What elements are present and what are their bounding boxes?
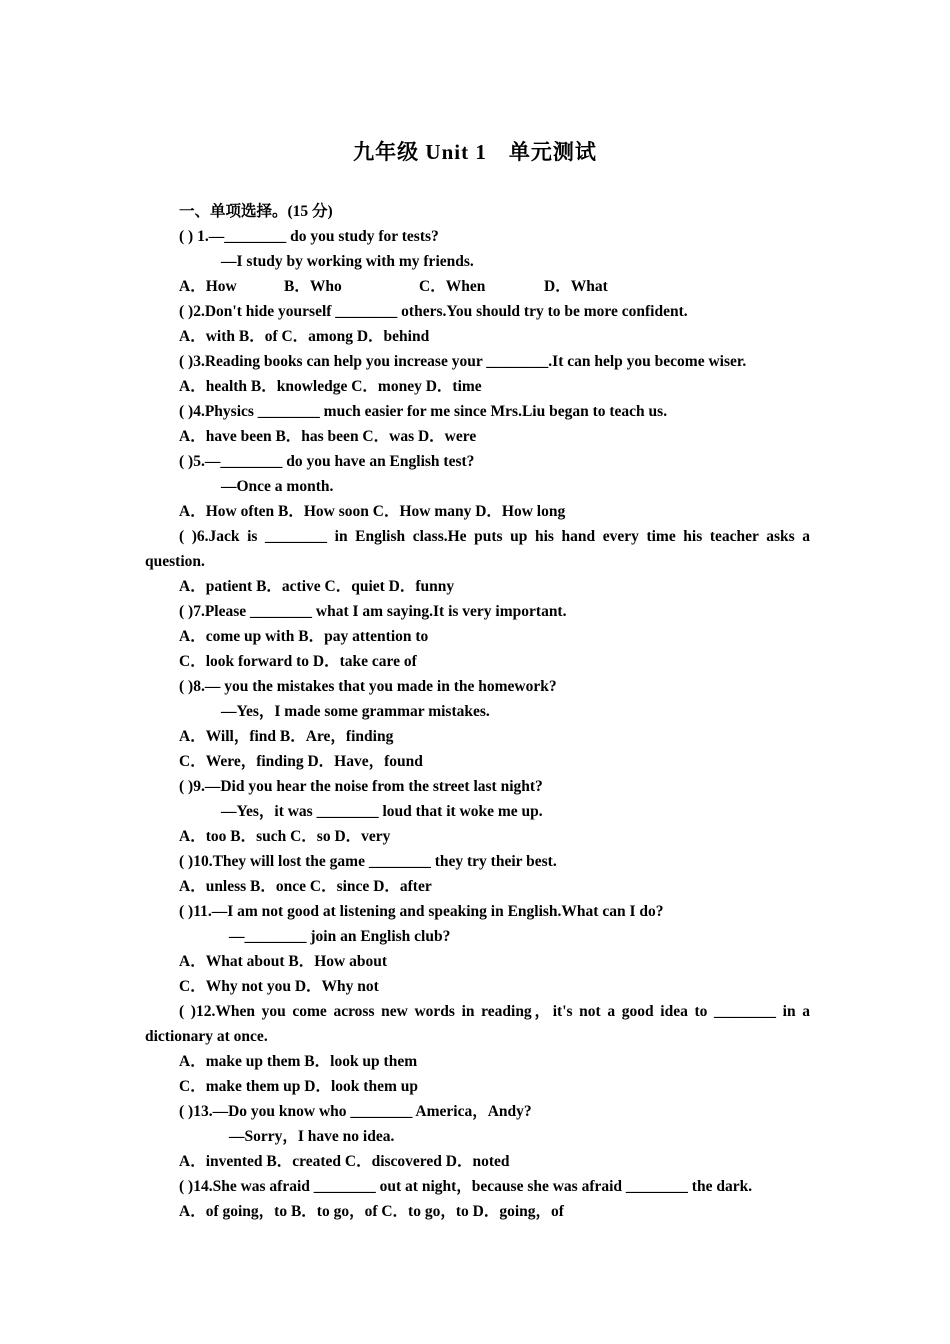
question-13-stem: ( )13.—Do you know who ________ America，Andy?	[179, 1103, 532, 1120]
question-1-reply: —I study by working with my friends.	[221, 253, 474, 270]
section-heading: 一、单项选择。(15 分)	[179, 203, 333, 220]
question-14-stem: ( )14.She was afraid ________ out at night，because she was afraid ________ the dark.	[179, 1178, 753, 1195]
question-1-option-c: C．When	[419, 278, 486, 295]
question-1-option-a: A．How	[179, 278, 237, 295]
question-13-reply: —Sorry，I have no idea.	[229, 1128, 395, 1145]
question-1-stem: ( ) 1.—________ do you study for tests?	[179, 228, 439, 245]
question-5-options: A．How often B．How soon C．How many D．How long	[179, 503, 566, 520]
question-7-options-1: A．come up with B．pay attention to	[179, 628, 429, 645]
question-8-stem: ( )8.— you the mistakes that you made in the homework?	[179, 678, 557, 695]
question-8-options-1: A．Will，find B．Are，finding	[179, 728, 394, 745]
question-4-options: A．have been B．has been C．was D．were	[179, 428, 477, 445]
question-3-stem: ( )3.Reading books can help you increase your ________.It can help you become wiser.	[179, 353, 747, 370]
question-1-option-d: D．What	[544, 278, 608, 295]
question-7-options-2: C．look forward to D．take care of	[179, 653, 417, 670]
question-2-options: A．with B．of C．among D．behind	[179, 328, 430, 345]
question-12-options-1: A．make up them B．look up them	[179, 1053, 418, 1070]
page-title: 九年级 Unit 1 单元测试	[353, 140, 597, 164]
question-2-stem: ( )2.Don't hide yourself ________ others.You should try to be more confident.	[179, 303, 688, 320]
question-9-stem: ( )9.—Did you hear the noise from the street last night?	[179, 778, 543, 795]
question-10-options: A．unless B．once C．since D．after	[179, 878, 432, 895]
question-13-options: A．invented B．created C．discovered D．noted	[179, 1153, 510, 1170]
question-1-options	[145, 274, 810, 299]
question-12-stem: ( )12.When you come across new words in reading，it's not a good idea to ________ in a dictionary at once.	[145, 1003, 810, 1045]
question-6-options: A．patient B．active C．quiet D．funny	[179, 578, 455, 595]
question-11-reply: —________ join an English club?	[229, 928, 451, 945]
question-7-stem: ( )7.Please ________ what I am saying.It is very important.	[179, 603, 567, 620]
question-11-options-1: A．What about B．How about	[179, 953, 387, 970]
question-14-options: A．of going，to B．to go，of C．to go，to D．going，of	[179, 1203, 564, 1220]
question-8-reply: —Yes，I made some grammar mistakes.	[221, 703, 490, 720]
question-8-options-2: C．Were，finding D．Have，found	[179, 753, 423, 770]
question-9-options: A．too B．such C．so D．very	[179, 828, 391, 845]
section-single-choice	[145, 199, 810, 1224]
question-3-options: A．health B．knowledge C．money D．time	[179, 378, 482, 395]
question-11-stem: ( )11.—I am not good at listening and speaking in English.What can I do?	[179, 903, 664, 920]
question-12-options-2: C．make them up D．look them up	[179, 1078, 418, 1095]
question-1-option-b: B．Who	[284, 278, 342, 295]
question-11-options-2: C．Why not you D．Why not	[179, 978, 379, 995]
question-5-stem: ( )5.—________ do you have an English test?	[179, 453, 475, 470]
question-6-stem: ( )6.Jack is ________ in English class.He puts up his hand every time his teacher asks a question.	[145, 528, 810, 570]
question-4-stem: ( )4.Physics ________ much easier for me since Mrs.Liu began to teach us.	[179, 403, 668, 420]
question-10-stem: ( )10.They will lost the game ________ they try their best.	[179, 853, 557, 870]
question-9-reply: —Yes，it was ________ loud that it woke me up.	[221, 803, 543, 820]
question-5-reply: —Once a month.	[221, 478, 334, 495]
